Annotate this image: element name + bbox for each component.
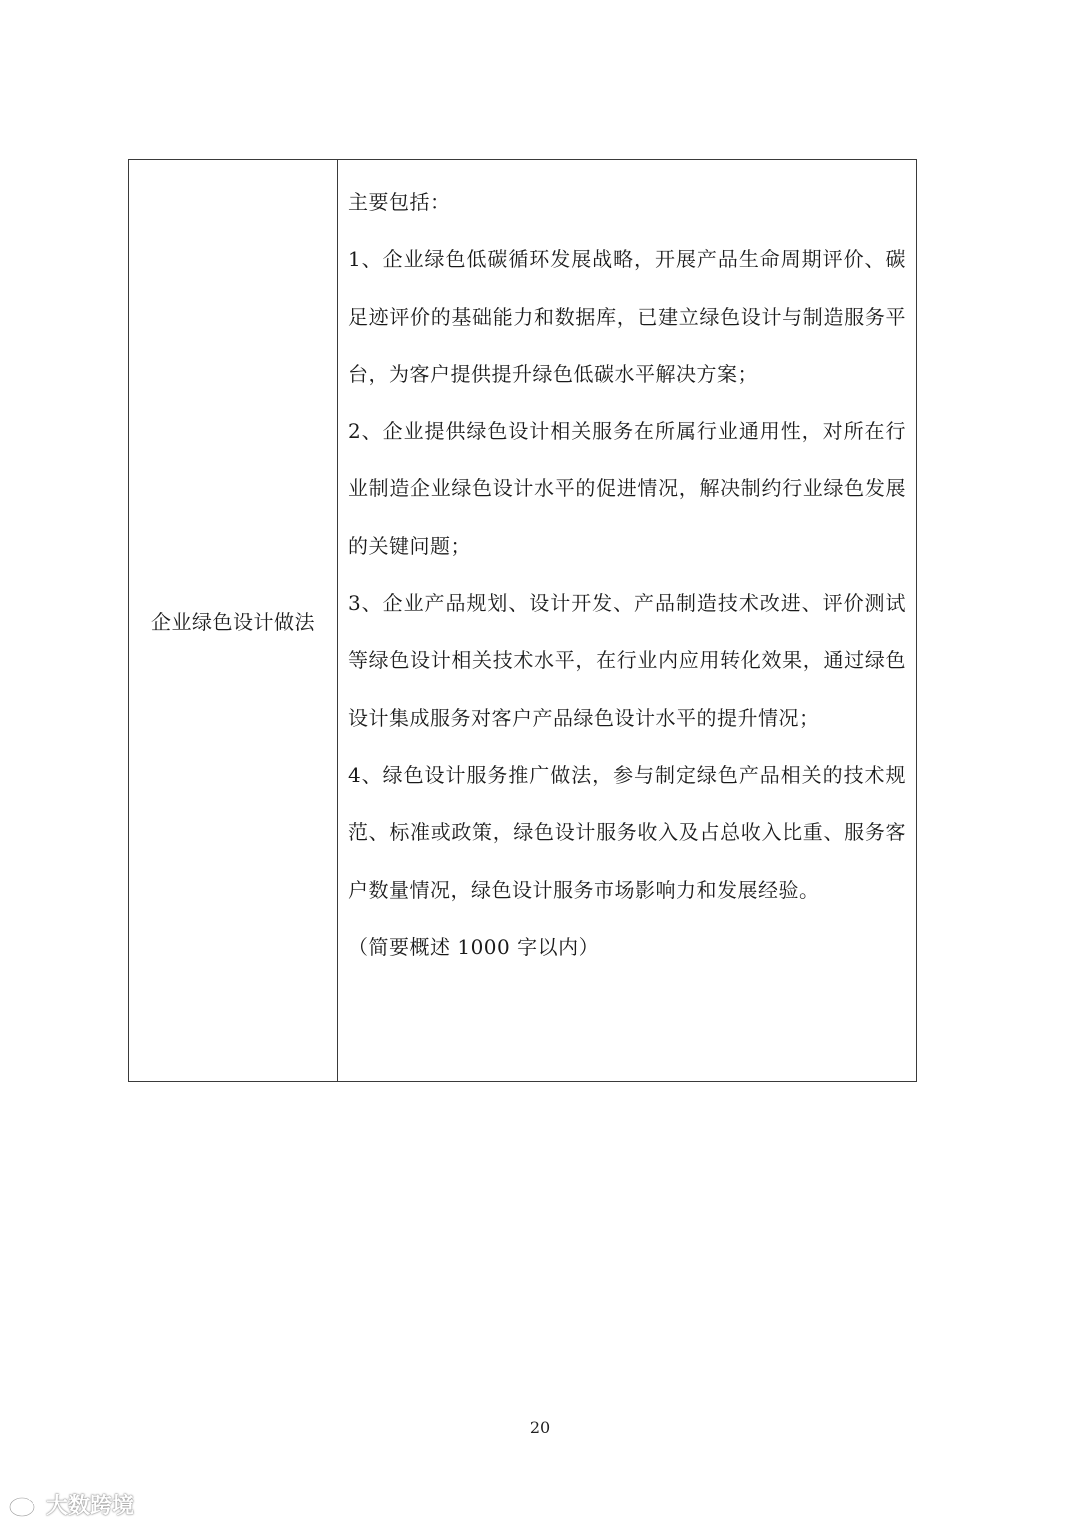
list-item: 4、绿色设计服务推广做法，参与制定绿色产品相关的技术规范、标准或政策，绿色设计服务收入及占总收入比重、服务客户数量情况，绿色设计服务市场影响力和发展经验。: [348, 762, 906, 902]
note-line: （简要概述 1000 字以内）: [348, 934, 600, 959]
row-label: 企业绿色设计做法: [129, 160, 338, 1082]
content-text: [338, 160, 916, 976]
form-table: [128, 159, 917, 1082]
list-item: 3、企业产品规划、设计开发、产品制造技术改进、评价测试等绿色设计相关技术水平，在行业内应用转化效果，通过绿色设计集成服务对客户产品绿色设计水平的提升情况；: [348, 591, 906, 730]
list-item: 1、企业绿色低碳循环发展战略，开展产品生命周期评价、碳足迹评价的基础能力和数据库，已建立绿色设计与制造服务平台，为客户提供提升绿色低碳水平解决方案；: [348, 247, 906, 386]
table-row: [129, 160, 917, 1082]
intro-line: 主要包括：: [348, 190, 451, 214]
weibo-logo-icon: [8, 1489, 42, 1519]
row-content: [338, 160, 917, 1082]
watermark-text: 大数跨境: [46, 1493, 135, 1519]
page-number: 20: [529, 1418, 551, 1437]
list-item: 2、企业提供绿色设计相关服务在所属行业通用性，对所在行业制造企业绿色设计水平的促进情况，解决制约行业绿色发展的关键问题；: [348, 419, 906, 558]
watermark: [8, 1487, 134, 1521]
